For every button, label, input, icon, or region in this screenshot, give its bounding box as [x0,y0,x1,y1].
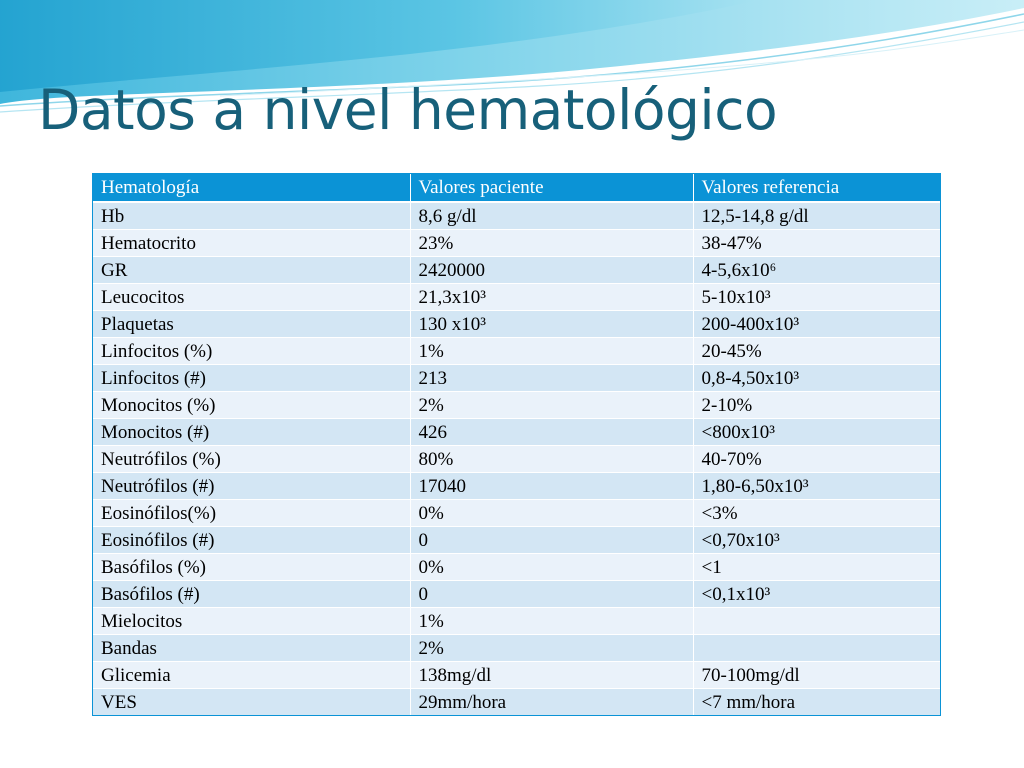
parameter-cell: Neutrófilos (#) [93,473,410,500]
patient-value-cell: 0% [410,554,693,581]
table-row [93,581,940,608]
parameter-cell: Eosinófilos(%) [93,500,410,527]
patient-value-cell: 23% [410,230,693,257]
header-valores-referencia: Valores referencia [693,174,940,202]
table-row [93,230,940,257]
parameter-cell: Monocitos (%) [93,392,410,419]
patient-value-cell: 21,3x10³ [410,284,693,311]
patient-value-cell: 0 [410,527,693,554]
patient-value-cell: 2% [410,635,693,662]
slide-title: Datos a nivel hematológico [38,78,778,142]
reference-value-cell: 0,8-4,50x10³ [693,365,940,392]
header-hematologia: Hematología [93,174,410,202]
patient-value-cell: 80% [410,446,693,473]
reference-value-cell: <0,1x10³ [693,581,940,608]
parameter-cell: Monocitos (#) [93,419,410,446]
patient-value-cell: 138mg/dl [410,662,693,689]
patient-value-cell: 0% [410,500,693,527]
parameter-cell: Mielocitos [93,608,410,635]
parameter-cell: Basófilos (%) [93,554,410,581]
reference-value-cell: <3% [693,500,940,527]
reference-value-cell: <1 [693,554,940,581]
reference-value-cell: 200-400x10³ [693,311,940,338]
parameter-cell: Eosinófilos (#) [93,527,410,554]
table-row [93,689,940,716]
reference-value-cell: <7 mm/hora [693,689,940,716]
table-row [93,473,940,500]
parameter-cell: Bandas [93,635,410,662]
patient-value-cell: 2420000 [410,257,693,284]
patient-value-cell: 29mm/hora [410,689,693,716]
reference-value-cell: 70-100mg/dl [693,662,940,689]
parameter-cell: Hematocrito [93,230,410,257]
parameter-cell: Glicemia [93,662,410,689]
table-row [93,554,940,581]
table-row [93,527,940,554]
reference-value-cell: 1,80-6,50x10³ [693,473,940,500]
reference-value-cell: 38-47% [693,230,940,257]
table-row [93,635,940,662]
reference-value-cell: 4-5,6x10⁶ [693,257,940,284]
reference-value-cell [693,608,940,635]
patient-value-cell: 130 x10³ [410,311,693,338]
patient-value-cell: 1% [410,608,693,635]
table-row [93,365,940,392]
reference-value-cell [693,635,940,662]
patient-value-cell: 0 [410,581,693,608]
patient-value-cell: 213 [410,365,693,392]
parameter-cell: Basófilos (#) [93,581,410,608]
table-row [93,202,940,230]
table-row [93,392,940,419]
patient-value-cell: 1% [410,338,693,365]
table-row [93,311,940,338]
reference-value-cell: 5-10x10³ [693,284,940,311]
reference-value-cell: 12,5-14,8 g/dl [693,202,940,230]
parameter-cell: Plaquetas [93,311,410,338]
parameter-cell: Linfocitos (%) [93,338,410,365]
reference-value-cell: 2-10% [693,392,940,419]
table-row [93,257,940,284]
patient-value-cell: 426 [410,419,693,446]
reference-value-cell: <800x10³ [693,419,940,446]
parameter-cell: VES [93,689,410,716]
table-row [93,284,940,311]
reference-value-cell: 20-45% [693,338,940,365]
table-row [93,419,940,446]
parameter-cell: Neutrófilos (%) [93,446,410,473]
reference-value-cell: 40-70% [693,446,940,473]
patient-value-cell: 8,6 g/dl [410,202,693,230]
table-header-row [93,174,940,202]
table-row [93,446,940,473]
table-row [93,500,940,527]
patient-value-cell: 2% [410,392,693,419]
reference-value-cell: <0,70x10³ [693,527,940,554]
hematology-table [92,173,941,716]
parameter-cell: Hb [93,202,410,230]
parameter-cell: Linfocitos (#) [93,365,410,392]
table-row [93,662,940,689]
parameter-cell: Leucocitos [93,284,410,311]
parameter-cell: GR [93,257,410,284]
header-valores-paciente: Valores paciente [410,174,693,202]
patient-value-cell: 17040 [410,473,693,500]
table-row [93,608,940,635]
table-row [93,338,940,365]
